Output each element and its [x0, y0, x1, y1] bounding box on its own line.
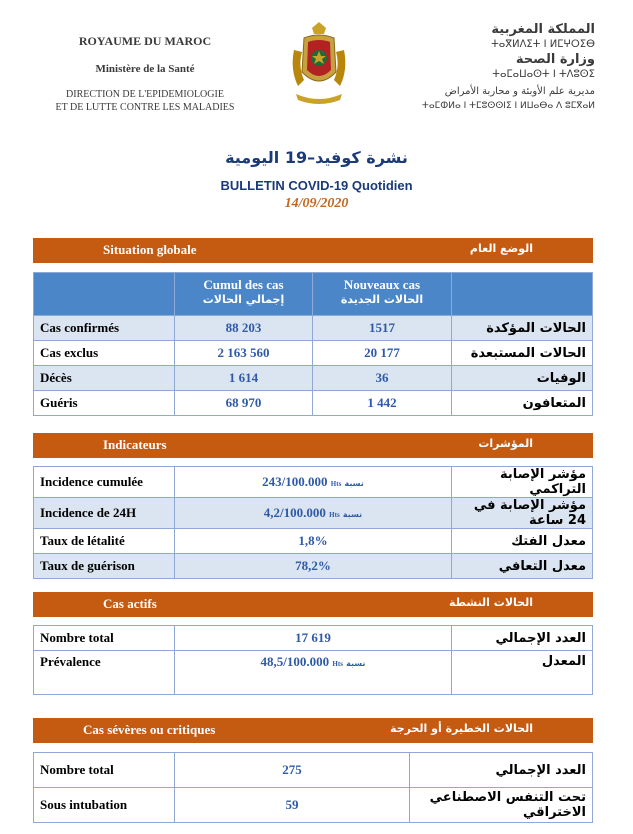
nisba-label: نسبة [342, 510, 363, 519]
active-table [33, 625, 593, 695]
row-cumul: 68 970 [175, 391, 313, 416]
row-label-ar: الحالات المؤكدة [452, 316, 593, 341]
section-severe-bar [33, 718, 593, 743]
table-row [34, 341, 593, 366]
active-value [175, 651, 452, 695]
direction-ar: مديرية علم الأوبئة و محاربة الأمراض [444, 86, 595, 97]
row-label-ar: المتعافون [452, 391, 593, 416]
section-indicators-bar [33, 433, 593, 458]
row-cumul: 1 614 [175, 366, 313, 391]
direction-fr-1: DIRECTION DE L'EPIDEMIOLOGIE [66, 89, 224, 100]
indicator-label-ar: مؤشر الإصابة التراكمي [452, 467, 593, 498]
severe-value: 275 [175, 753, 410, 788]
row-new: 1 442 [312, 391, 451, 416]
direction-fr-2: ET DE LUTTE CONTRE LES MALADIES [55, 102, 235, 113]
indicators-table [33, 466, 593, 579]
kingdom-fr: ROYAUME DU MAROC [78, 34, 212, 48]
bulletin-date: 14/09/2020 [284, 196, 349, 211]
row-label-fr: Cas exclus [34, 341, 175, 366]
kingdom-ar: المملكة المغربية [491, 22, 595, 37]
active-label-fr: Prévalence [34, 651, 175, 695]
severe-label-fr: Nombre total [34, 753, 175, 788]
indicator-value-text: 4,2/100.000 [263, 505, 326, 520]
header-left [40, 34, 250, 113]
nisba-label: نسبة [346, 659, 366, 668]
header-cumul-fr: Cumul des cas [203, 277, 284, 292]
table-row [34, 753, 593, 788]
indicator-label-ar: مؤشر الإصابة في 24 ساعة [452, 498, 593, 529]
active-label-ar: العدد الإجمالي [452, 626, 593, 651]
ministry-tf: ⵜⴰⵎⴰⵡⴰⵙⵜ ⵏ ⵜⴷⵓⵙⵉ [492, 69, 595, 80]
section-global-ar: الوضع العام [469, 242, 533, 255]
coat-of-arms-emblem [284, 20, 354, 110]
section-global-fr: Situation globale [103, 242, 197, 257]
section-severe-ar: الحالات الخطيرة أو الحرجة [390, 722, 533, 735]
section-global-bar [33, 238, 593, 263]
ministry-fr: Ministère de la Santé [95, 63, 195, 75]
row-label-ar: الحالات المستبعدة [452, 341, 593, 366]
section-indicators-fr: Indicateurs [103, 437, 167, 452]
row-new: 36 [312, 366, 451, 391]
indicator-value: 1,8% [175, 529, 452, 554]
indicator-value: 78,2% [175, 554, 452, 579]
indicator-label-fr: Incidence cumulée [34, 467, 175, 498]
severe-label-fr: Sous intubation [34, 788, 175, 823]
row-new: 1517 [312, 316, 451, 341]
section-severe-fr: Cas sévères ou critiques [83, 722, 216, 737]
hts-unit: Hts [330, 480, 342, 488]
indicator-value [175, 467, 452, 498]
header-empty-left [34, 273, 175, 316]
bulletin-title-fr: BULLETIN COVID-19 Quotidien [220, 178, 413, 193]
hts-unit: Hts [332, 660, 343, 668]
table-row [34, 391, 593, 416]
header-cumul [175, 273, 313, 316]
row-cumul: 2 163 560 [175, 341, 313, 366]
header-empty-right [452, 273, 593, 316]
indicator-label-fr: Incidence de 24H [34, 498, 175, 529]
table-row [34, 554, 593, 579]
header-new-fr: Nouveaux cas [343, 277, 421, 292]
table-row [34, 651, 593, 695]
section-active-bar [33, 592, 593, 617]
row-label-ar: الوفيات [452, 366, 593, 391]
table-row [34, 316, 593, 341]
table-row [34, 529, 593, 554]
severe-label-ar: تحت التنفس الاصطناعي الاختراقي [410, 788, 593, 823]
bulletin-title-ar: نشرة كوفيد–19 اليومية [225, 148, 408, 167]
table-row [34, 626, 593, 651]
indicator-value [175, 498, 452, 529]
row-label-fr: Cas confirmés [34, 316, 175, 341]
table-row [34, 467, 593, 498]
active-value-text: 48,5/100.000 [260, 654, 330, 669]
nisba-label: نسبة [344, 479, 364, 488]
active-value: 17 619 [175, 626, 452, 651]
table-row [34, 788, 593, 823]
global-table [33, 272, 593, 416]
indicator-label-fr: Taux de létalité [34, 529, 175, 554]
ministry-ar: وزارة الصحة [515, 52, 595, 67]
row-cumul: 88 203 [175, 316, 313, 341]
direction-tf: ⵜⴰⵎⵀⵍⴰ ⵏ ⵜⵎⵓⵙⵙⵏⵉ ⵏ ⵍⵡⴰⴱⴰ ⴷ ⵓⵎⴳⴰⵍ [421, 101, 595, 111]
hts-unit: Hts [329, 511, 340, 519]
header-new-ar: الحالات الجديدة [340, 293, 424, 306]
indicator-value-text: 243/100.000 [262, 474, 328, 489]
row-new: 20 177 [312, 341, 451, 366]
row-label-fr: Décès [34, 366, 175, 391]
row-label-fr: Guéris [34, 391, 175, 416]
section-active-fr: Cas actifs [103, 596, 157, 611]
section-active-ar: الحالات النشطة [448, 596, 533, 609]
header-cumul-ar: إجمالي الحالات [202, 293, 285, 306]
header-new [312, 273, 451, 316]
active-label-ar: المعدل [452, 651, 593, 695]
indicator-label-fr: Taux de guérison [34, 554, 175, 579]
kingdom-tf: ⵜⴰⴳⵍⴷⵉⵜ ⵏ ⵍⵎⵖⵔⵉⴱ [491, 39, 595, 50]
section-indicators-ar: المؤشرات [478, 437, 533, 450]
table-row [34, 498, 593, 529]
table-row [34, 366, 593, 391]
severe-table [33, 752, 593, 823]
global-table-header [34, 273, 593, 316]
active-label-fr: Nombre total [34, 626, 175, 651]
indicator-label-ar: معدل التعافي [452, 554, 593, 579]
indicator-label-ar: معدل الفتك [452, 529, 593, 554]
severe-label-ar: العدد الإجمالي [410, 753, 593, 788]
header-right [365, 22, 595, 111]
severe-value: 59 [175, 788, 410, 823]
